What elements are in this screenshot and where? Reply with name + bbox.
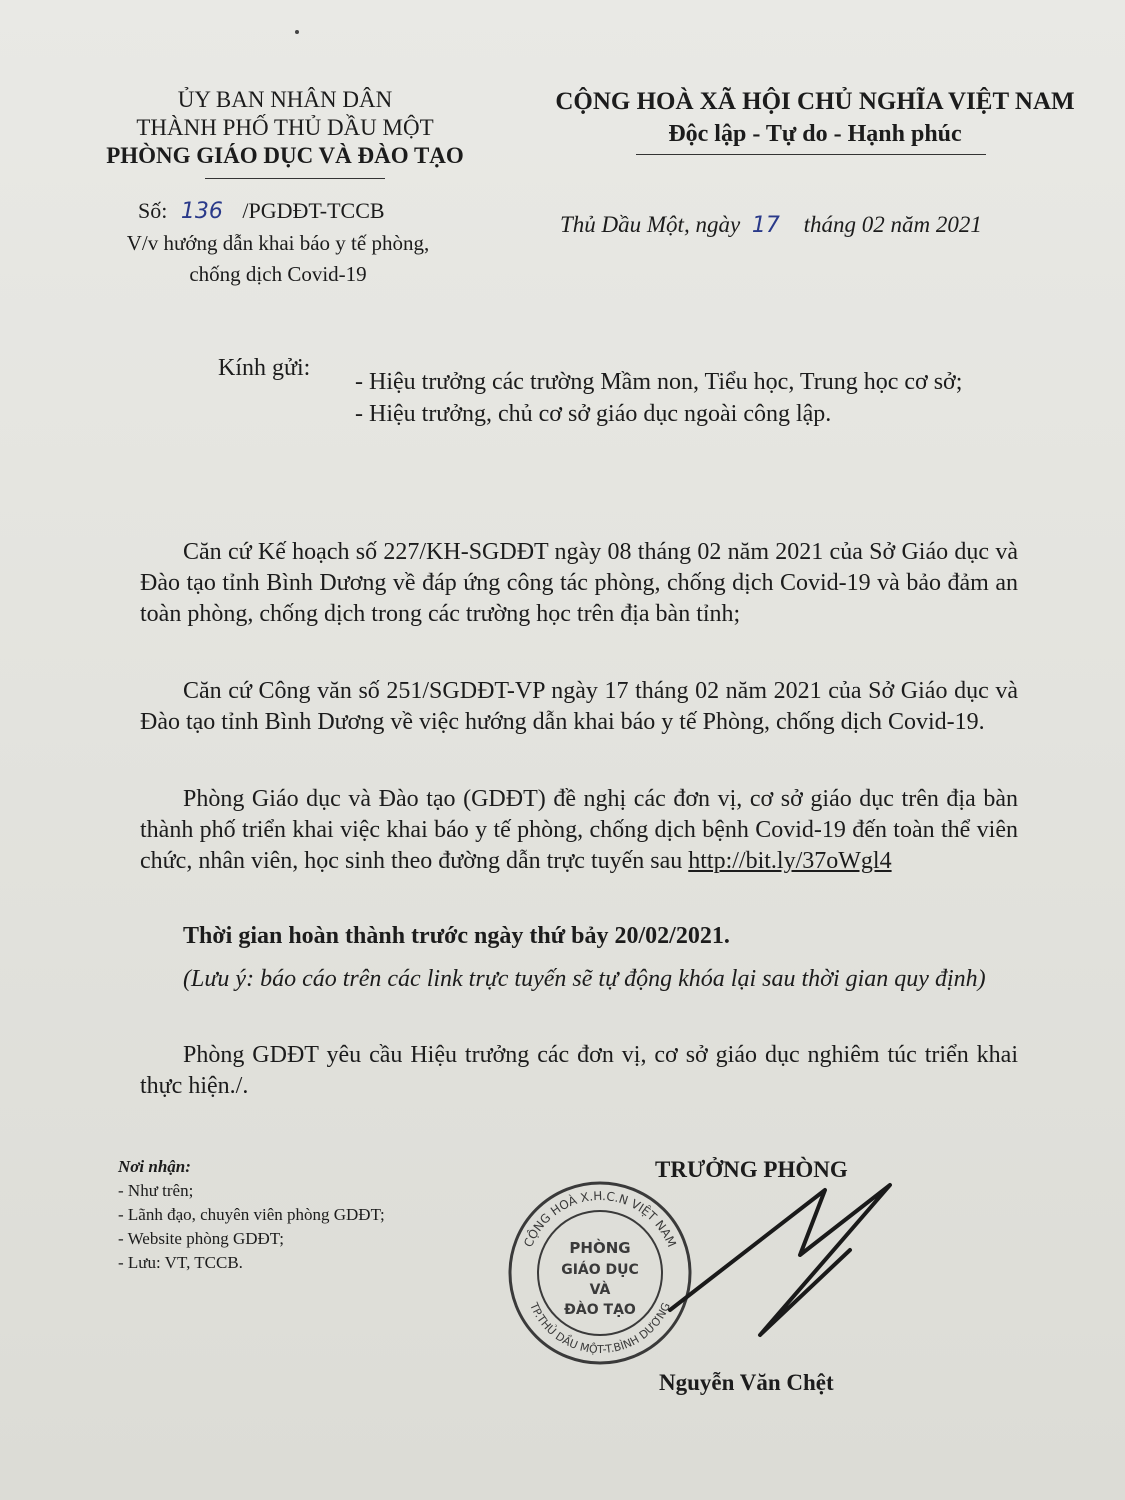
issuer-line-1: ỦY BAN NHÂN DÂN [177,87,393,112]
date-suffix: tháng 02 năm 2021 [803,212,982,237]
doc-number-prefix: Số: [138,198,168,223]
recipients-label: Kính gửi: [218,355,311,381]
issuer-line-3: PHÒNG GIÁO DỤC VÀ ĐÀO TẠO [106,143,464,168]
stamp-center-2: GIÁO DỤC [561,1262,639,1278]
recipient-item: - Hiệu trưởng, chủ cơ sở giáo dục ngoài công lập. [355,401,832,427]
paragraph-3-text: Phòng Giáo dục và Đào tạo (GDĐT) đề nghị các đơn vị, cơ sở giáo dục trên địa bàn thành phố triển khai việc khai báo y tế phòng, chống dịch bệnh Covid-19 đến toàn thể viên chức, nhân viên, học sinh theo đường dẫn trực tuyến sau [140,786,1018,874]
national-motto: Độc lập - Tự do - Hạnh phúc [668,121,962,147]
distribution-item: - Website phòng GDĐT; [118,1229,284,1248]
paragraph-1: Căn cứ Kế hoạch số 227/KH-SGDĐT ngày 08 tháng 02 năm 2021 của Sở Giáo dục và Đào tạo tỉnh Bình Dương về đáp ứng công tác phòng, chống dịch Covid-19 và bảo đảm an toàn phòng, chống dịch trong các trường học trên địa bàn tỉnh; [140,539,1018,627]
signature-stroke [670,1185,890,1335]
distribution-item: - Lưu: VT, TCCB. [118,1253,243,1272]
doc-number-handwritten: 136 [180,199,223,224]
issuer-underline [205,178,385,179]
note: (Lưu ý: báo cáo trên các link trực tuyến sẽ tự động khóa lại sau thời gian quy định) [183,966,986,992]
date-day-handwritten: 17 [751,213,780,238]
stamp-ring-text: CỘNG HOÀ X.H.C.N VIỆT NAM [521,1188,679,1250]
distribution-item: - Lãnh đạo, chuyên viên phòng GDĐT; [118,1205,385,1224]
subject-line-2: chống dịch Covid-19 [189,262,367,286]
recipients-list [355,366,1025,430]
signer-name: Nguyễn Văn Chệt [659,1370,834,1395]
recipient-item: - Hiệu trưởng các trường Mầm non, Tiểu học, Trung học cơ sở; [355,369,963,395]
paragraph-3 [140,784,1018,877]
signer-title: TRƯỞNG PHÒNG [655,1157,848,1182]
distribution-title: Nơi nhận: [118,1157,191,1176]
stamp-center-1: PHÒNG [569,1239,631,1257]
paragraph-4: Phòng GDĐT yêu cầu Hiệu trưởng các đơn vị, cơ sở giáo dục nghiêm túc triển khai thực hiện./. [140,1042,1018,1099]
distribution-item: - Như trên; [118,1181,194,1200]
stamp-center-4: ĐÀO TẠO [564,1302,636,1318]
stamp-ring-bottom: TP.THỦ DẦU MỘT-T.BÌNH DƯƠNG [527,1300,673,1357]
national-title: CỘNG HOÀ XÃ HỘI CHỦ NGHĨA VIỆT NAM [555,88,1075,115]
subject [78,228,478,290]
document-number [138,198,385,224]
doc-number-suffix: /PGDĐT-TCCB [242,198,385,223]
survey-link[interactable]: http://bit.ly/37oWgl4 [688,848,892,874]
stamp-center-3: VÀ [589,1282,611,1298]
deadline: Thời gian hoàn thành trước ngày thứ bảy 20/02/2021. [183,923,730,949]
issuer-header [60,86,510,170]
motto-underline [636,154,986,155]
subject-line-1: V/v hướng dẫn khai báo y tế phòng, [126,231,430,255]
national-header [515,86,1115,150]
distribution-list [118,1155,385,1275]
date-prefix: Thủ Dầu Một, ngày [560,212,741,237]
issuer-line-2: THÀNH PHỐ THỦ DẦU MỘT [136,115,434,140]
scan-speck [295,30,299,34]
handwritten-signature [650,1160,930,1340]
paragraph-2: Căn cứ Công văn số 251/SGDĐT-VP ngày 17 tháng 02 năm 2021 của Sở Giáo dục và Đào tạo tỉnh Bình Dương về việc hướng dẫn khai báo y tế Phòng, chống dịch Covid-19. [140,678,1018,735]
date-line [560,212,982,238]
